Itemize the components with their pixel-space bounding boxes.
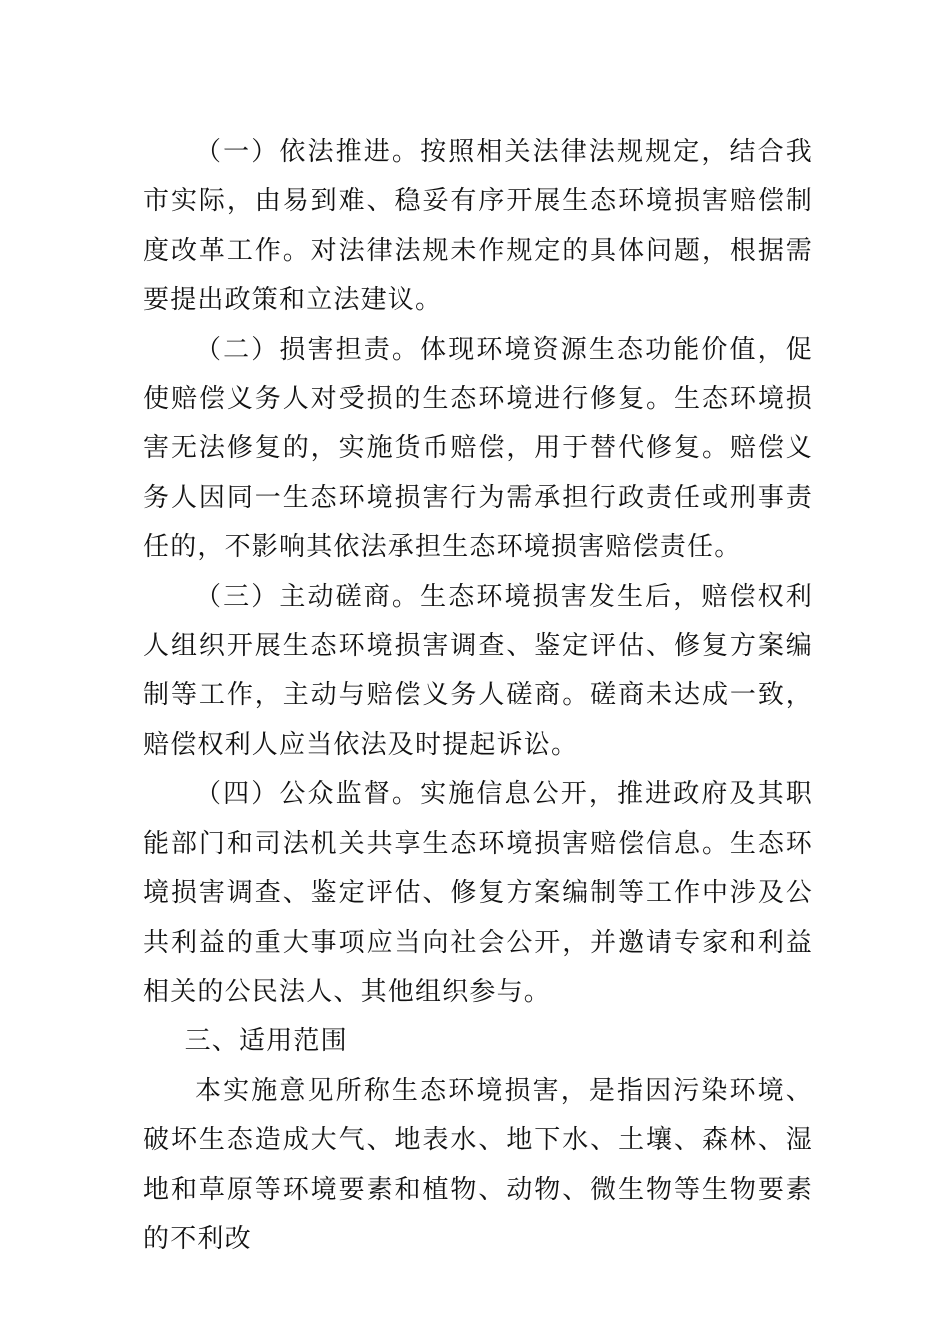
section-heading-scope: 三、适用范围 bbox=[184, 1026, 348, 1057]
paragraph-lawful-advancement: （一）依法推进。按照相关法律法规规定，结合我市实际，由易到难、稳妥有序开展生态环境损害赔偿制度改革工作。对法律法规未作规定的具体问题，根据需要提出政策和立法建议。 bbox=[143, 137, 813, 316]
paragraph-scope-definition: 本实施意见所称生态环境损害，是指因污染环境、破坏生态造成大气、地表水、地下水、土壤、森林、湿地和草原等环境要素和植物、动物、微生物等生物要素的不利改 bbox=[143, 1075, 813, 1254]
document-body bbox=[143, 128, 813, 1264]
paragraph-damage-liability: （二）损害担责。体现环境资源生态功能价值，促使赔偿义务人对受损的生态环境进行修复。生态环境损害无法修复的，实施货币赔偿，用于替代修复。赔偿义务人因同一生态环境损害行为需承担行政责任或刑事责任的，不影响其依法承担生态环境损害赔偿责任。 bbox=[143, 334, 813, 563]
paragraph-active-consultation: （三）主动磋商。生态环境损害发生后，赔偿权利人组织开展生态环境损害调查、鉴定评估、修复方案编制等工作，主动与赔偿义务人磋商。磋商未达成一致，赔偿权利人应当依法及时提起诉讼。 bbox=[143, 581, 813, 760]
paragraph-public-supervision: （四）公众监督。实施信息公开，推进政府及其职能部门和司法机关共享生态环境损害赔偿信息。生态环境损害调查、鉴定评估、修复方案编制等工作中涉及公共利益的重大事项应当向社会公开，并邀请专家和利益相关的公民法人、其他组织参与。 bbox=[143, 779, 813, 1007]
